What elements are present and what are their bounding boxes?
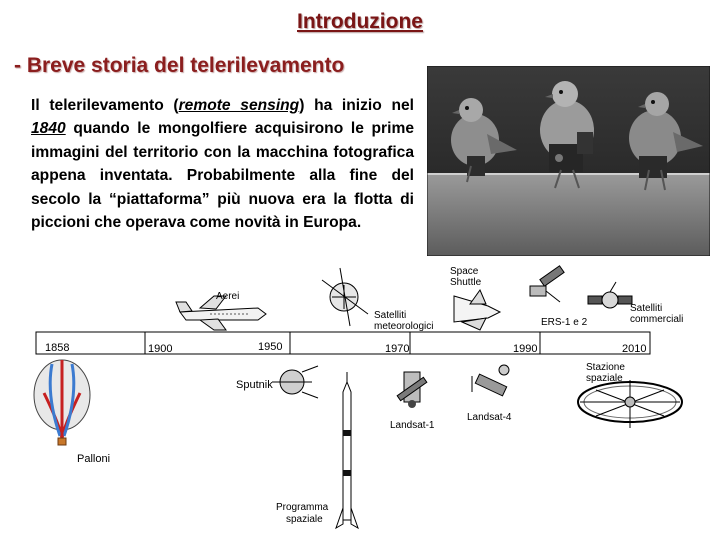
year-1840: 1840 bbox=[31, 120, 66, 138]
body-text-part3: quando le mongolfiere acquisirono le prime immagini del territorio con la macchina fotografica appena inventata. Probabilmente alla fine del secolo la “piattaforma” più nuova era la flotta di piccioni che operava come novità in Europa. bbox=[31, 120, 414, 232]
landsat-1-satellite-icon bbox=[397, 372, 427, 408]
label-palloni: Palloni bbox=[77, 453, 111, 465]
landsat-4-satellite-icon bbox=[472, 365, 509, 396]
ers-satellite-icon bbox=[530, 266, 564, 302]
year-1990: 1990 bbox=[513, 343, 538, 355]
label-aerei: Aerei bbox=[216, 291, 240, 302]
label-space: Space bbox=[450, 266, 479, 277]
body-text-part1: Il telerilevamento ( bbox=[31, 97, 179, 114]
body-text-part2: ) ha inizio nel bbox=[299, 97, 414, 114]
slide-title: Introduzione bbox=[297, 10, 423, 33]
label-satelliti-commerciali-1: Satelliti bbox=[630, 303, 663, 314]
label-satelliti-meteo-1: Satelliti bbox=[374, 310, 407, 321]
label-sputnik: Sputnik bbox=[236, 379, 273, 391]
label-spaziale-station: spaziale bbox=[586, 373, 623, 384]
slide-subtitle: - Breve storia del telerilevamento bbox=[14, 54, 345, 77]
label-shuttle: Shuttle bbox=[450, 277, 482, 288]
label-stazione: Stazione bbox=[586, 362, 625, 373]
label-programma: Programma bbox=[276, 502, 329, 513]
year-2010: 2010 bbox=[622, 343, 647, 355]
rocket-icon bbox=[336, 372, 358, 528]
label-landsat-1: Landsat-1 bbox=[390, 420, 435, 431]
space-station-icon bbox=[578, 380, 682, 428]
remote-sensing-timeline bbox=[0, 255, 720, 540]
label-satelliti-commerciali-2: commerciali bbox=[630, 314, 684, 325]
hot-air-balloon-icon bbox=[34, 360, 90, 445]
remote-sensing-term: remote sensing bbox=[178, 97, 300, 114]
body-paragraph bbox=[31, 94, 414, 234]
sputnik-icon bbox=[272, 366, 318, 398]
year-1950: 1950 bbox=[258, 341, 283, 353]
label-ers: ERS-1 e 2 bbox=[541, 317, 588, 328]
weather-satellite-icon bbox=[322, 268, 368, 326]
commercial-satellite-icon bbox=[588, 282, 632, 308]
year-1900: 1900 bbox=[148, 343, 173, 355]
label-landsat-4: Landsat-4 bbox=[467, 412, 512, 423]
timeline-axis bbox=[36, 332, 650, 354]
year-1858: 1858 bbox=[45, 342, 70, 354]
pigeons-with-cameras-photo bbox=[427, 66, 710, 256]
space-shuttle-icon bbox=[454, 290, 500, 330]
year-1970: 1970 bbox=[385, 343, 410, 355]
label-satelliti-meteo-2: meteorologici bbox=[374, 321, 434, 332]
label-spaziale: spaziale bbox=[286, 514, 323, 525]
